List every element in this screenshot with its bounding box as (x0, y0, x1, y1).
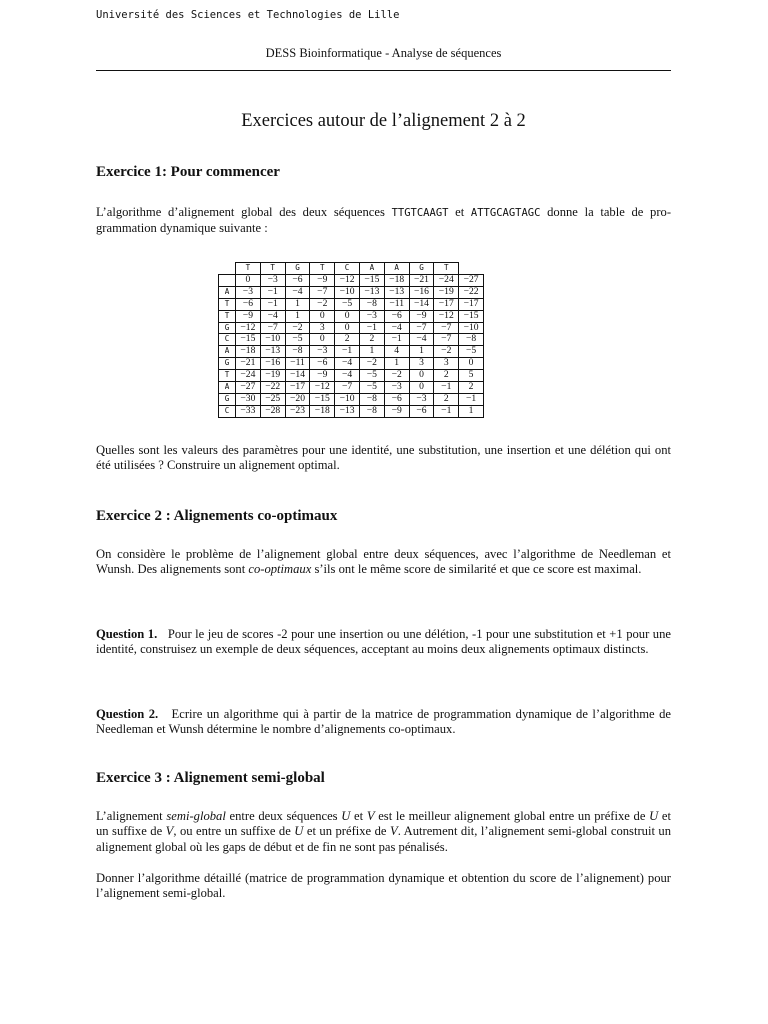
dp-corner-cell (219, 263, 236, 275)
dp-cell: −24 (236, 370, 261, 382)
dp-cell: −6 (285, 274, 310, 286)
dp-cell: −15 (359, 274, 384, 286)
dp-cell: −27 (236, 382, 261, 394)
course-header: DESS Bioinformatique - Analyse de séquences (265, 46, 502, 60)
dp-cell: −6 (236, 298, 261, 310)
dp-cell: −18 (384, 274, 409, 286)
dp-cell: −19 (434, 286, 459, 298)
dp-cell: 1 (285, 310, 310, 322)
dp-cell: −15 (236, 334, 261, 346)
dp-cell: 1 (384, 358, 409, 370)
dp-cell: 0 (236, 274, 261, 286)
ex3-p1-em: semi-global (166, 809, 226, 823)
dp-cell: 3 (434, 358, 459, 370)
dp-row (219, 274, 484, 286)
dp-cell: −1 (434, 382, 459, 394)
dp-cell: −7 (409, 322, 434, 334)
dp-cell: 0 (409, 370, 434, 382)
dp-row-header: G (219, 358, 236, 370)
dp-cell: 1 (285, 298, 310, 310)
dp-cell: −16 (409, 286, 434, 298)
dp-cell: −7 (310, 286, 335, 298)
dp-cell: −12 (335, 274, 360, 286)
dp-cell: −21 (409, 274, 434, 286)
dp-cell: −22 (260, 382, 285, 394)
dp-col-header: G (409, 263, 434, 275)
dp-cell: −7 (434, 334, 459, 346)
dp-cell: −9 (384, 405, 409, 417)
dp-cell: −7 (260, 322, 285, 334)
ex2-intro-em: co-optimaux (248, 562, 312, 577)
dp-row-header: G (219, 322, 236, 334)
dp-cell: −13 (260, 346, 285, 358)
dp-cell: −11 (384, 298, 409, 310)
dp-cell: −13 (359, 286, 384, 298)
dp-row-header: C (219, 405, 236, 417)
dp-cell: −5 (335, 298, 360, 310)
ex1-seq2: ATTGCAGTAGC (470, 207, 541, 219)
dp-row (219, 346, 484, 358)
ex3-p1-g: et un préfixe de (303, 824, 390, 839)
dp-cell: 2 (335, 334, 360, 346)
page-title: Exercices autour de l’alignement 2 à 2 (241, 111, 526, 131)
ex3-p1-e: et un suffixe de (96, 809, 671, 839)
dp-cell: −13 (335, 405, 360, 417)
dp-row-header: G (219, 393, 236, 405)
dp-cell: −2 (285, 322, 310, 334)
dp-cell: −12 (434, 310, 459, 322)
dp-cell: −8 (359, 298, 384, 310)
dp-cell: −3 (310, 346, 335, 358)
dp-row (219, 334, 484, 346)
dp-cell: −11 (285, 358, 310, 370)
dp-col-header: A (359, 263, 384, 275)
ex2-question-2 (96, 707, 671, 738)
dp-cell: 3 (310, 322, 335, 334)
dp-cell: −10 (459, 322, 484, 334)
dp-cell: −2 (359, 358, 384, 370)
dp-cell: −3 (384, 382, 409, 394)
dp-row-header: T (219, 370, 236, 382)
dp-cell: 0 (310, 334, 335, 346)
ex2-question-1 (96, 627, 671, 658)
dp-cell: −18 (236, 346, 261, 358)
dp-cell: 2 (459, 382, 484, 394)
dp-cell: −23 (285, 405, 310, 417)
dp-cell: −1 (359, 322, 384, 334)
dp-header-row (219, 263, 484, 275)
ex1-question: Quelles sont les valeurs des paramètres pour une identité, une substitution, une insertion et une délétion qui ont été utilisées ? Construire un alignement optimal. (96, 443, 671, 473)
dp-cell: −30 (236, 393, 261, 405)
dp-cell: −13 (384, 286, 409, 298)
ex1-heading: Exercice 1: Pour commencer (96, 164, 280, 180)
dp-cell: −1 (260, 286, 285, 298)
dp-row (219, 322, 484, 334)
dp-cell: −9 (310, 274, 335, 286)
dp-cell: −18 (310, 405, 335, 417)
dp-row (219, 382, 484, 394)
ex3-p1-b: entre deux séquences (225, 809, 342, 823)
dp-cell: −12 (310, 382, 335, 394)
dp-cell: −21 (236, 358, 261, 370)
dp-cell: −14 (409, 298, 434, 310)
dp-cell: −4 (260, 310, 285, 322)
dp-cell: −3 (260, 274, 285, 286)
ex3-paragraph-2: Donner l’algorithme détaillé (matrice de programmation dynamique et obtention du score de l’alignement) pour l’alignement semi-global. (96, 871, 671, 901)
ex3-p1-d: est le meilleur alignement global entre un préfixe de (374, 809, 650, 823)
dp-cell: −5 (285, 334, 310, 346)
ex3-var-u: U (341, 809, 351, 823)
ex3-p1-c: et (350, 809, 367, 823)
dp-cell: 0 (459, 358, 484, 370)
dp-row (219, 298, 484, 310)
dp-cell: −1 (434, 405, 459, 417)
dp-cell: −15 (459, 310, 484, 322)
dp-cell: −17 (459, 298, 484, 310)
dp-cell: −33 (236, 405, 261, 417)
dp-cell: −9 (409, 310, 434, 322)
dp-cell: 0 (335, 322, 360, 334)
dp-row-header: T (219, 310, 236, 322)
ex2-q1-label: Question 1. (96, 627, 158, 641)
dp-cell: −15 (310, 393, 335, 405)
dp-cell: 2 (359, 334, 384, 346)
ex3-var-v: V (366, 809, 375, 823)
dp-row (219, 286, 484, 298)
dp-row (219, 393, 484, 405)
ex2-intro-a: On considère le problème de l’alignement global entre deux séquences, avec l’algorithme de Needleman et Wunsh. Des alignements sont (96, 547, 671, 577)
dp-col-header: T (260, 263, 285, 275)
dp-cell: 0 (335, 310, 360, 322)
dp-cell: 1 (359, 346, 384, 358)
dp-cell: −6 (384, 393, 409, 405)
dp-cell: −6 (409, 405, 434, 417)
ex1-intro-b: et (448, 205, 471, 219)
dp-cell: 1 (409, 346, 434, 358)
dp-cell: −1 (384, 334, 409, 346)
dp-cell: −4 (285, 286, 310, 298)
ex2-q2-text: Ecrire un algorithme qui à partir de la matrice de programmation dynamique de l’algorithme de Needleman et Wunsh détermine le nombre d’alignements co-optimaux. (96, 707, 671, 737)
dp-cell: −27 (459, 274, 484, 286)
ex1-intro (96, 205, 671, 237)
dp-col-header: G (285, 263, 310, 275)
dp-cell: −4 (335, 358, 360, 370)
dp-cell: −1 (335, 346, 360, 358)
ex3-p1-f: , ou entre un suffixe de (173, 824, 295, 839)
dp-cell: −4 (384, 322, 409, 334)
dp-cell: −24 (434, 274, 459, 286)
dp-col-header: T (310, 263, 335, 275)
dp-cell: −12 (236, 322, 261, 334)
dp-cell: −7 (434, 322, 459, 334)
dp-cell: −28 (260, 405, 285, 417)
dp-row (219, 310, 484, 322)
dp-cell: −10 (335, 286, 360, 298)
dp-cell: −20 (285, 393, 310, 405)
dp-cell: −22 (459, 286, 484, 298)
ex2-intro (96, 547, 671, 578)
dp-cell: −8 (359, 393, 384, 405)
ex3-heading: Exercice 3 : Alignement semi-global (96, 770, 325, 786)
dp-row-header: A (219, 382, 236, 394)
dp-row-header (219, 274, 236, 286)
ex3-p1-h: . Autrement dit, l’alignement semi-global construit un alignement global où les gaps de début et de fin ne sont pas pénalisés. (96, 824, 672, 854)
ex1-intro-c: donne la table de pro-grammation dynamique suivante : (96, 205, 672, 236)
ex3-var-u: U (294, 824, 304, 839)
dp-cell: −4 (409, 334, 434, 346)
ex3-var-v: V (165, 824, 174, 839)
dp-col-header: C (335, 263, 360, 275)
dp-cell: −4 (335, 370, 360, 382)
dp-cell: 5 (459, 370, 484, 382)
dp-cell: 0 (310, 310, 335, 322)
dp-cell: −6 (310, 358, 335, 370)
dp-row-header: A (219, 286, 236, 298)
dp-cell: −17 (285, 382, 310, 394)
ex2-heading: Exercice 2 : Alignements co-optimaux (96, 508, 338, 524)
dp-cell: −9 (310, 370, 335, 382)
dp-row (219, 358, 484, 370)
dp-cell: −2 (434, 346, 459, 358)
dp-cell: 0 (409, 382, 434, 394)
dp-col-header: T (236, 263, 261, 275)
dp-cell: −2 (310, 298, 335, 310)
dp-col-header: T (434, 263, 459, 275)
dp-cell: −17 (434, 298, 459, 310)
ex3-var-v: V (389, 824, 398, 839)
ex2-q2-label: Question 2. (96, 707, 159, 721)
dp-cell: −5 (359, 370, 384, 382)
ex2-intro-b: s’ils ont le même score de similarité et que ce score est maximal. (311, 562, 642, 577)
dp-cell: −14 (285, 370, 310, 382)
header-rule (96, 70, 671, 71)
dp-cell: −10 (335, 393, 360, 405)
dp-cell: −8 (285, 346, 310, 358)
dp-cell: 4 (384, 346, 409, 358)
dp-row-header: A (219, 346, 236, 358)
dp-cell: −2 (384, 370, 409, 382)
dp-row (219, 405, 484, 417)
dp-cell: −9 (236, 310, 261, 322)
dp-cell: −7 (335, 382, 360, 394)
dp-cell: −1 (459, 393, 484, 405)
ex3-var-u: U (649, 809, 659, 823)
ex3-paragraph-1 (96, 809, 671, 855)
dp-cell: −3 (409, 393, 434, 405)
ex1-intro-a: L’algorithme d’alignement global des deux séquences (96, 205, 392, 219)
dp-cell: −5 (359, 382, 384, 394)
dp-cell: −10 (260, 334, 285, 346)
dp-col-header: A (384, 263, 409, 275)
dp-row (219, 370, 484, 382)
dp-cell: 3 (409, 358, 434, 370)
dp-row-header: C (219, 334, 236, 346)
dp-cell: −1 (260, 298, 285, 310)
dp-cell: −3 (236, 286, 261, 298)
dp-cell: −8 (459, 334, 484, 346)
dp-cell: −19 (260, 370, 285, 382)
dp-cell: −8 (359, 405, 384, 417)
university-header: Université des Sciences et Technologies de Lille (96, 9, 400, 21)
dp-cell: −3 (359, 310, 384, 322)
dp-cell: −5 (459, 346, 484, 358)
dp-cell: −16 (260, 358, 285, 370)
dp-table (218, 262, 484, 418)
ex1-seq1: TTGTCAAGT (391, 207, 449, 219)
dp-cell: 2 (434, 393, 459, 405)
dp-cell: −25 (260, 393, 285, 405)
ex2-q1-text: Pour le jeu de scores -2 pour une insertion ou une délétion, -1 pour une substitution et +1 pour une identité, construisez un exemple de deux séquences, acceptant au moins deux alignements optimaux distincts. (96, 627, 671, 657)
dp-cell: 2 (434, 370, 459, 382)
ex3-p1-a: L’alignement (96, 809, 167, 823)
dp-cell: −6 (384, 310, 409, 322)
dp-row-header: T (219, 298, 236, 310)
dp-cell: 1 (459, 405, 484, 417)
